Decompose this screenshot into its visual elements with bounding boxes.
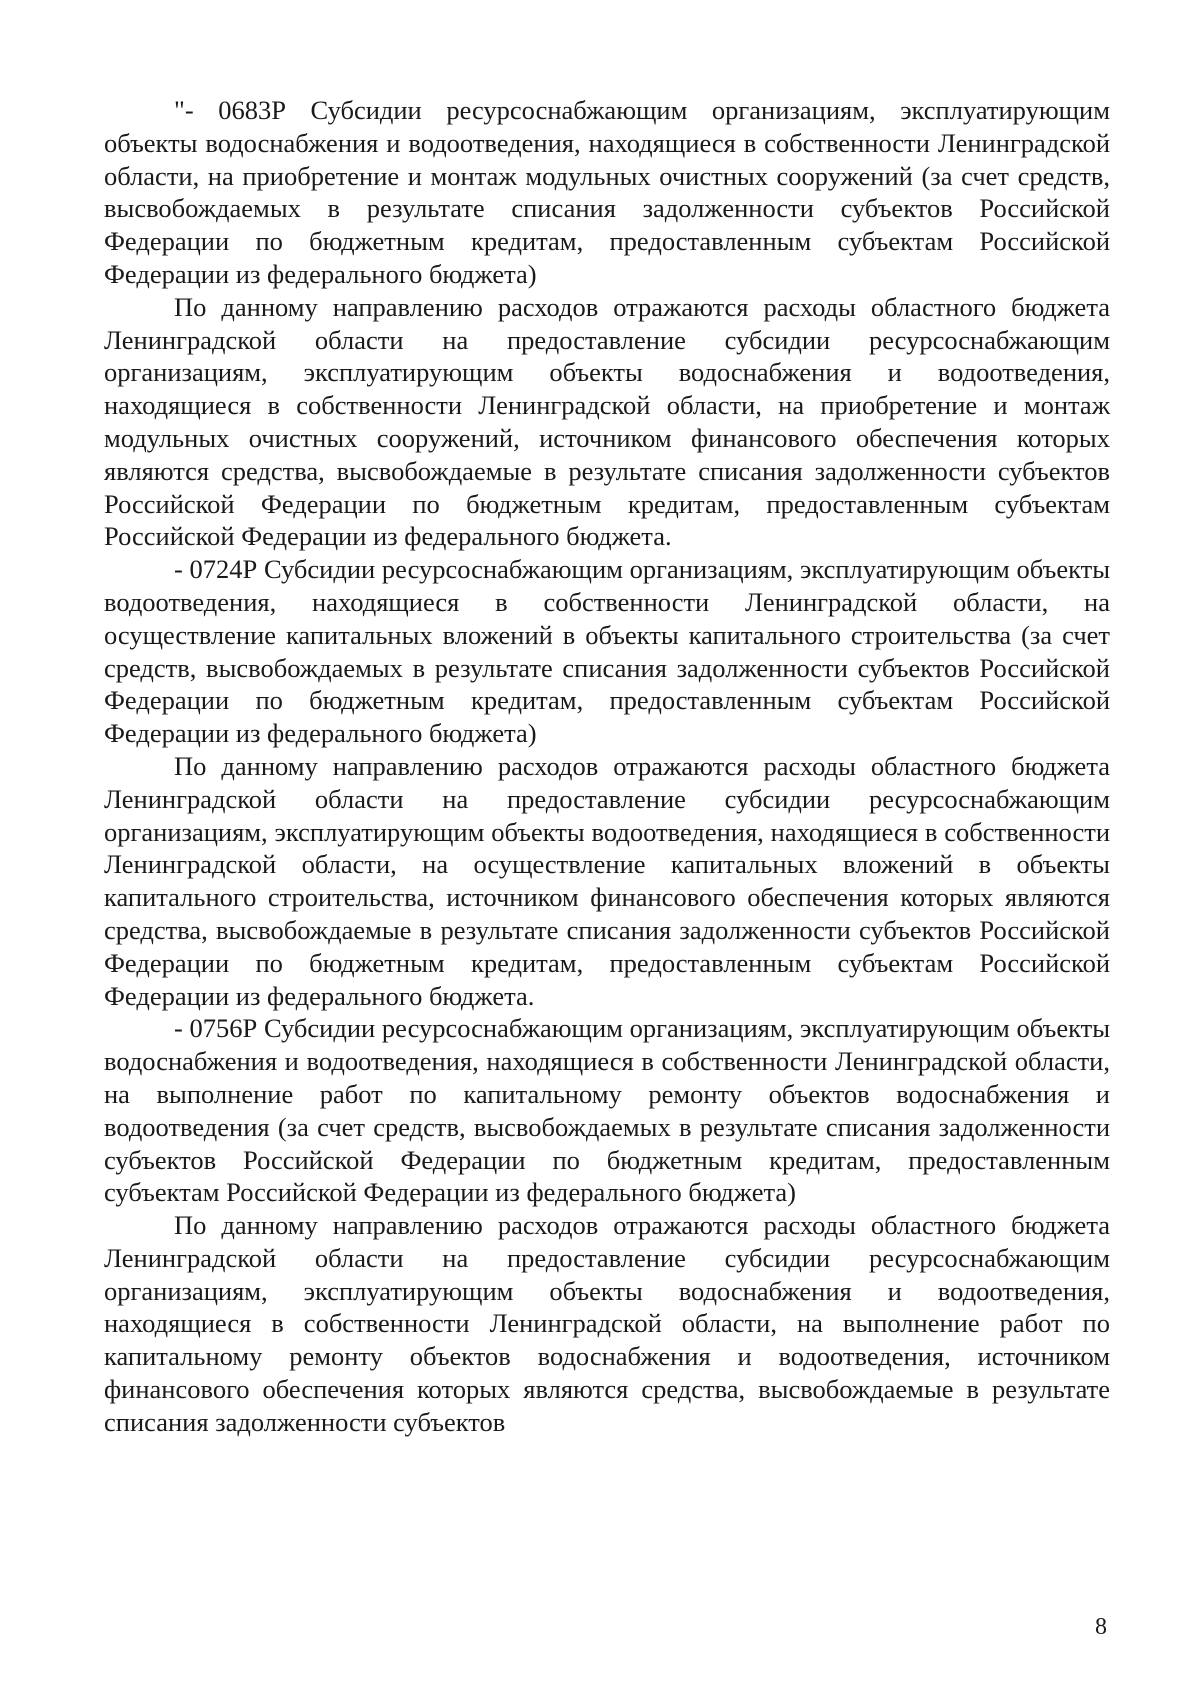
paragraph-0756r-heading: - 0756Р Субсидии ресурсоснабжающим организациям, эксплуатирующим объекты водоснабжения и водоотведения, находящиеся в собственности Ленинградской области, на выполнение работ по капитальному ремонту объектов водоснабжения и водоотведения (за счет средств, высвобождаемых в результате списания задолженности субъектов Российской Федерации по бюджетным кредитам, предоставленным субъектам Российской Федерации из федерального бюджета) xyxy=(104,1013,1110,1208)
page-number: 8 xyxy=(1095,1614,1107,1640)
paragraph-0724r-heading: - 0724Р Субсидии ресурсоснабжающим организациям, эксплуатирующим объекты водоотведения, находящиеся в собственности Ленинградской области, на осуществление капитальных вложений в объекты капитального строительства (за счет средств, высвобождаемых в результате списания задолженности субъектов Российской Федерации по бюджетным кредитам, предоставленным субъектам Российской Федерации из федерального бюджета) xyxy=(104,554,1110,749)
paragraph-0683r-heading: "- 0683Р Субсидии ресурсоснабжающим организациям, эксплуатирующим объекты водоснабжения и водоотведения, находящиеся в собственности Ленинградской области, на приобретение и монтаж модульных очистных сооружений (за счет средств, высвобождаемых в результате списания задолженности субъектов Российской Федерации по бюджетным кредитам, предоставленным субъектам Российской Федерации из федерального бюджета) xyxy=(104,95,1110,289)
paragraph-0683r-description: По данному направлению расходов отражаются расходы областного бюджета Ленинградской области на предоставление субсидии ресурсоснабжающим организациям, эксплуатирующим объекты водоснабжения и водоотведения, находящиеся в собственности Ленинградской области, на приобретение и монтаж модульных очистных сооружений, источником финансового обеспечения которых являются средства, высвобождаемые в результате списания задолженности субъектов Российской Федерации по бюджетным кредитам, предоставленным субъектам Российской Федерации из федерального бюджета. xyxy=(104,291,1110,552)
paragraph-0724r-description: По данному направлению расходов отражаются расходы областного бюджета Ленинградской области на предоставление субсидии ресурсоснабжающим организациям, эксплуатирующим объекты водоотведения, находящиеся в собственности Ленинградской области, на осуществление капитальных вложений в объекты капитального строительства, источником финансового обеспечения которых являются средства, высвобождаемые в результате списания задолженности субъектов Российской Федерации по бюджетным кредитам, предоставленным субъектам Российской Федерации из федерального бюджета. xyxy=(104,750,1110,1011)
paragraph-0756r-description: По данному направлению расходов отражаются расходы областного бюджета Ленинградской области на предоставление субсидии ресурсоснабжающим организациям, эксплуатирующим объекты водоснабжения и водоотведения, находящиеся в собственности Ленинградской области, на выполнение работ по капитальному ремонту объектов водоснабжения и водоотведения, источником финансового обеспечения которых являются средства, высвобождаемые в результате списания задолженности субъектов xyxy=(104,1210,1110,1437)
document-page xyxy=(104,94,1110,1439)
